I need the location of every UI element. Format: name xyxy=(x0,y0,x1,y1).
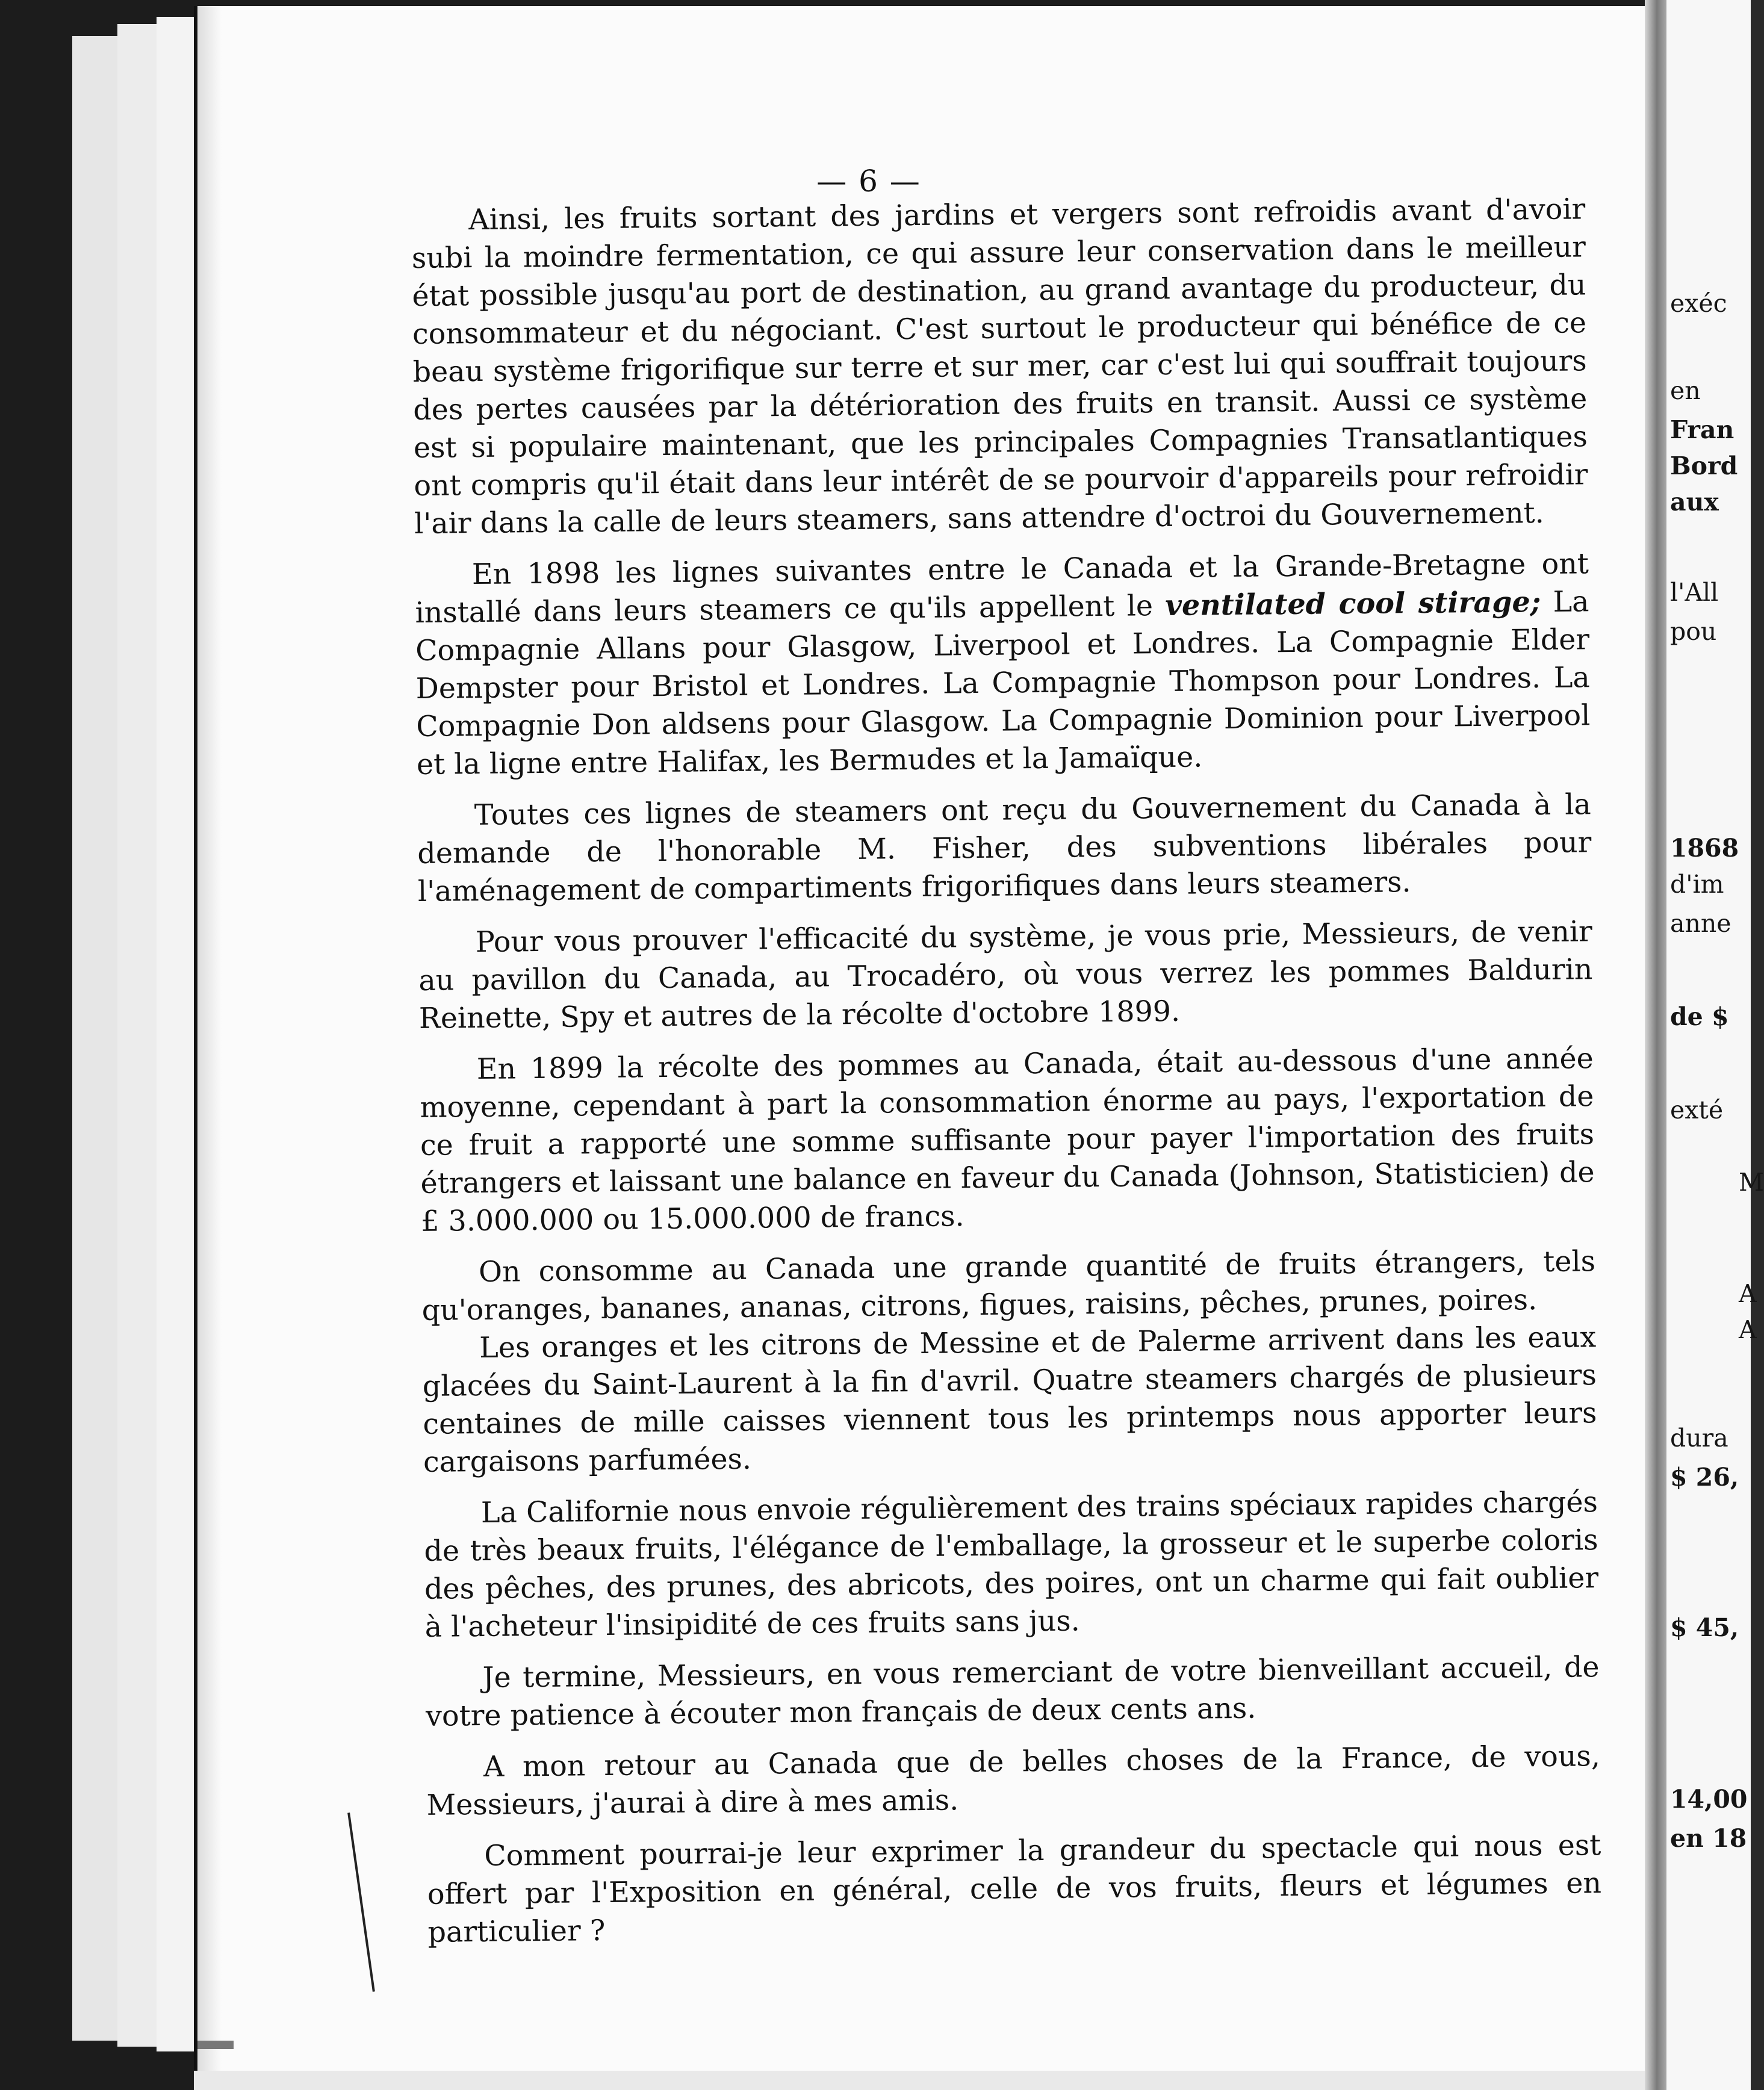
paragraph: Ainsi, les fruits sortant des jardins et vergers sont refroidis avant d'avoir subi la moindre fermentation, ce qui assure leur conservation dans le meilleur état possible jusqu'au port de destination, au grand avantage du producteur, du consommateur et du négociant. C'est surtout le producteur qui bénéfice de ce beau système frigorifique sur terre et sur mer, car c'est lui qui souffrait toujours des pertes causées par la détérioration des fruits en transit. Aussi ce système est si populaire maintenant, que les principales Compagnies Transatlantiques ont compris qu'il était dans leur intérêt de se pourvoir d'appareils pour refroidir l'air dans la calle de leurs steamers, sans attendre d'octroi du Gouvernement. xyxy=(411,193,1588,541)
paragraph: Je termine, Messieurs, en vous remerciant de votre bienveillant accueil, de votre patience à écouter mon français de deux cents ans. xyxy=(425,1651,1600,1733)
adjacent-page-fragment: 1868 xyxy=(1670,834,1739,863)
paragraph-text: En 1898 les lignes suivantes entre le Canada et la Grande-Bretagne ont installé dans leurs steamers ce qu'ils appellent le xyxy=(415,547,1589,630)
page-bottom-edge xyxy=(194,2071,1645,2090)
document-page xyxy=(194,6,1648,2086)
adjacent-page-fragment: A xyxy=(1739,1279,1757,1308)
adjacent-page-fragment: en 18 xyxy=(1670,1824,1747,1853)
paragraph: En 1899 la récolte des pommes au Canada, était au-dessous d'une année moyenne, cependant à part la consommation énorme au pays, l'exportation de ce fruit a rapporté une somme suffisante pour payer l'importation des fruits étrangers et laissant une balance en faveur du Canada (Johnson, Statisticien) de £ 3.000.000 ou 15.000.000 de francs. xyxy=(420,1042,1595,1238)
paragraph: On consomme au Canada une grande quantité de fruits étrangers, tels qu'oranges, bananes, ananas, citrons, figues, raisins, pêches, prunes, poires. xyxy=(421,1245,1596,1327)
adjacent-page-fragment: d'im xyxy=(1670,870,1724,899)
adjacent-page-fragment: 14,00 xyxy=(1670,1785,1748,1814)
margin-pen-mark xyxy=(347,1812,375,1992)
adjacent-page-fragment: exéc xyxy=(1670,289,1727,318)
adjacent-page-fragment: $ 45, xyxy=(1670,1613,1739,1642)
adjacent-page-fragment: $ 26, xyxy=(1670,1463,1739,1492)
adjacent-page-fragment: pou xyxy=(1670,617,1717,646)
adjacent-page xyxy=(1666,0,1764,2090)
adjacent-page-fragment: Bord xyxy=(1670,451,1738,480)
paragraph: Les oranges et les citrons de Messine et de Palerme arrivent dans les eaux glacées du Saint-Laurent à la fin d'avril. Quatre steamers chargés de plusieurs centaines de mille caisses viennent tous les printemps nous apporter leurs cargaisons parfumées. xyxy=(422,1321,1597,1479)
adjacent-page-fragment: l'All xyxy=(1670,578,1719,607)
adjacent-page-fragment: M xyxy=(1739,1168,1764,1197)
page-number: — 6 — xyxy=(816,164,921,199)
paragraph: Pour vous prouver l'efficacité du système, je vous prie, Messieurs, de venir au pavillon du Canada, au Trocadéro, où vous verrez les pommes Baldurin Reinette, Spy et autres de la récolte d'octobre 1899. xyxy=(418,915,1593,1035)
italic-term: ventilated cool stirage; xyxy=(1165,585,1541,623)
adjacent-page-fragment: en xyxy=(1670,376,1701,405)
adjacent-page-fragment: anne xyxy=(1670,909,1731,938)
paragraph xyxy=(415,545,1591,784)
adjacent-page-fragment: exté xyxy=(1670,1096,1724,1124)
bottom-smudge xyxy=(197,2041,234,2049)
body-text xyxy=(411,190,1602,1965)
adjacent-page-fragment: A xyxy=(1739,1315,1757,1344)
page-shadow xyxy=(197,6,222,2086)
paragraph: La Californie nous envoie régulièrement des trains spéciaux rapides chargés de très beaux fruits, l'élégance de l'emballage, la grosseur et le superbe coloris des pêches, des prunes, des abricots, des poires, ont un charme qui fait oublier à l'acheteur l'insipidité de ces fruits sans jus. xyxy=(424,1486,1599,1644)
adjacent-page-fragment: de $ xyxy=(1670,1002,1729,1031)
paragraph: Comment pourrai-je leur exprimer la grandeur du spectacle qui nous est offert par l'Exposition en général, celle de vos fruits, fleurs et légumes en particulier ? xyxy=(427,1829,1602,1949)
adjacent-page-fragment: dura xyxy=(1670,1424,1728,1453)
paragraph-text: La Compagnie Allans pour Glasgow, Liverpool et Londres. La Compagnie Elder Dempster pour Bristol et Londres. La Compagnie Thompson pour Londres. La Compagnie Don aldsens pour Glasgow. La Compagnie Dominion pour Liverpool et la ligne entre Halifax, les Bermudes et la Jamaïque. xyxy=(415,585,1591,781)
paragraph: Toutes ces lignes de steamers ont reçu du Gouvernement du Canada à la demande de l'honorable M. Fisher, des subventions libérales pour l'aménagement de compartiments frigorifiques dans leurs steamers. xyxy=(417,788,1592,908)
adjacent-page-fragment: aux xyxy=(1670,488,1719,516)
paragraph: A mon retour au Canada que de belles choses de la France, de vous, Messieurs, j'aurai à dire à mes amis. xyxy=(426,1740,1601,1822)
adjacent-page-fragment: Fran xyxy=(1670,415,1734,444)
